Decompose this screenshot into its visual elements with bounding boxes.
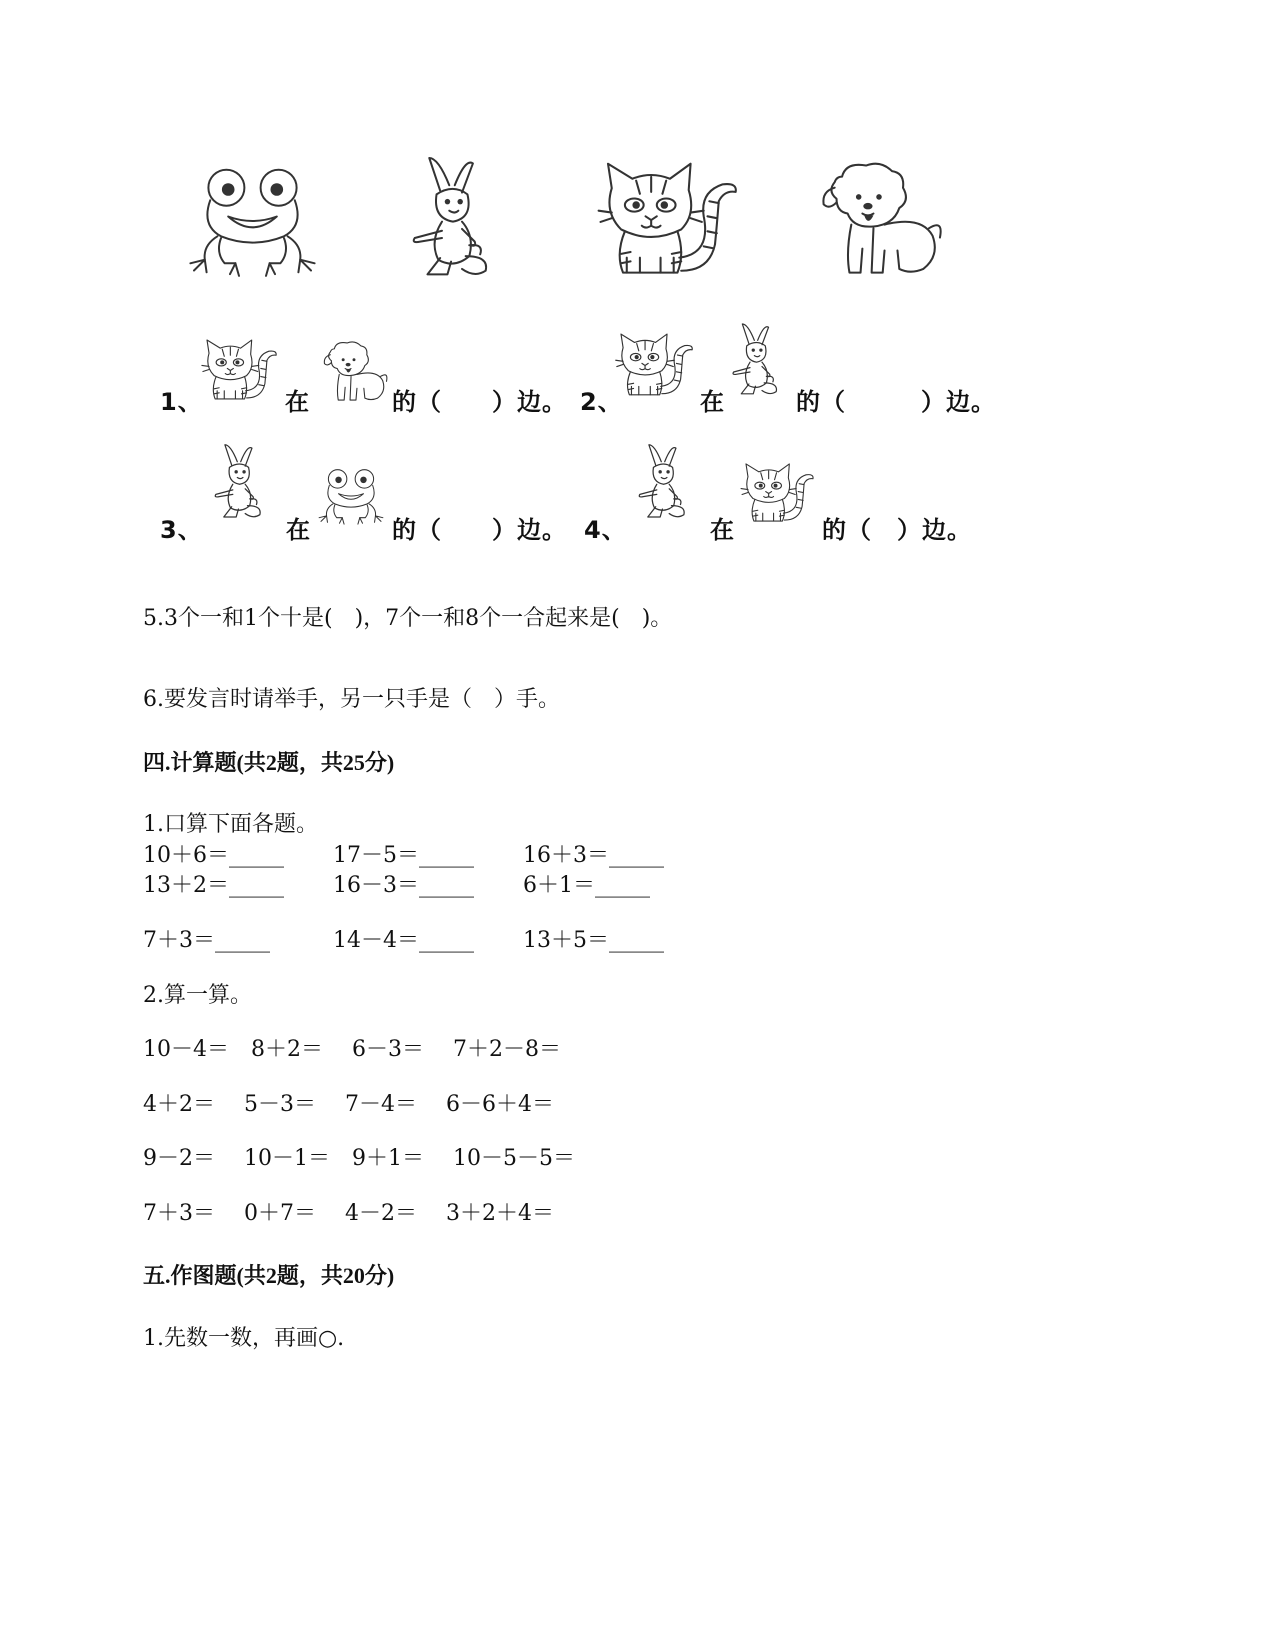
oral-calc-item: 6＋1＝_____ <box>523 873 650 898</box>
rabbit-icon <box>208 440 270 524</box>
animal-cat <box>595 160 743 282</box>
oral-calc-item: 16－3＝_____ <box>333 873 474 898</box>
calc-row: 10－4＝ 8＋2＝ 6－3＝ 7＋2－8＝ <box>143 1037 561 1062</box>
section-5-q1-title: 1.先数一数，再画○. <box>143 1326 345 1351</box>
dog-icon <box>318 340 390 404</box>
cat-icon <box>738 462 818 526</box>
oral-calc-item: 17－5＝_____ <box>333 843 474 868</box>
oral-calc-item: 14－4＝_____ <box>333 928 474 953</box>
oral-calc-item: 13＋5＝_____ <box>523 928 664 953</box>
section-5-title: 五.作图题(共2题，共20分) <box>143 1263 395 1288</box>
frog-icon <box>316 466 386 526</box>
pos-q2-zai: 在 <box>700 388 725 416</box>
frog-icon <box>185 162 320 280</box>
oral-calc-item: 10＋6＝_____ <box>143 843 284 868</box>
pos-q4-number: 4、 <box>584 516 627 544</box>
cat-icon <box>614 332 696 400</box>
oral-calc-item: 16＋3＝_____ <box>523 843 664 868</box>
cat-icon <box>200 338 280 404</box>
calc-row: 9－2＝ 10－1＝ 9＋1＝ 10－5－5＝ <box>143 1146 575 1171</box>
question-6: 6.要发言时请举手，另一只手是（ ）手。 <box>143 687 560 712</box>
pos-q3-tail: 的（ ）边。 <box>392 516 567 544</box>
animal-rabbit <box>402 152 502 284</box>
cat-icon <box>595 160 743 282</box>
pos-q3-number: 3、 <box>160 516 203 544</box>
oral-calc-item: 13＋2＝_____ <box>143 873 284 898</box>
rabbit-icon <box>726 320 786 400</box>
pos-q1-zai: 在 <box>285 388 310 416</box>
dog-icon <box>814 160 944 280</box>
pos-q1-tail: 的（ ）边。 <box>392 388 567 416</box>
pos-q4-tail: 的（ ）边。 <box>822 516 972 544</box>
calc-row: 4＋2＝ 5－3＝ 7－4＝ 6－6＋4＝ <box>143 1092 554 1117</box>
question-5: 5.3个一和1个十是( )，7个一和8个一合起来是( )。 <box>143 606 673 631</box>
section-4-title: 四.计算题(共2题，共25分) <box>143 750 395 775</box>
oral-calc-item: 7＋3＝_____ <box>143 928 270 953</box>
pos-q2-number: 2、 <box>580 388 623 416</box>
rabbit-icon <box>402 152 502 284</box>
pos-q2-tail: 的（ ）边。 <box>796 388 996 416</box>
calc-row: 7＋3＝ 0＋7＝ 4－2＝ 3＋2＋4＝ <box>143 1201 554 1226</box>
animal-frog <box>185 162 320 280</box>
animal-dog <box>814 160 944 280</box>
rabbit-icon <box>632 440 694 524</box>
section-4-q1-title: 1.口算下面各题。 <box>143 812 318 837</box>
pos-q1-number: 1、 <box>160 388 203 416</box>
pos-q3-zai: 在 <box>286 516 311 544</box>
pos-q4-zai: 在 <box>710 516 735 544</box>
section-4-q2-title: 2.算一算。 <box>143 983 252 1008</box>
